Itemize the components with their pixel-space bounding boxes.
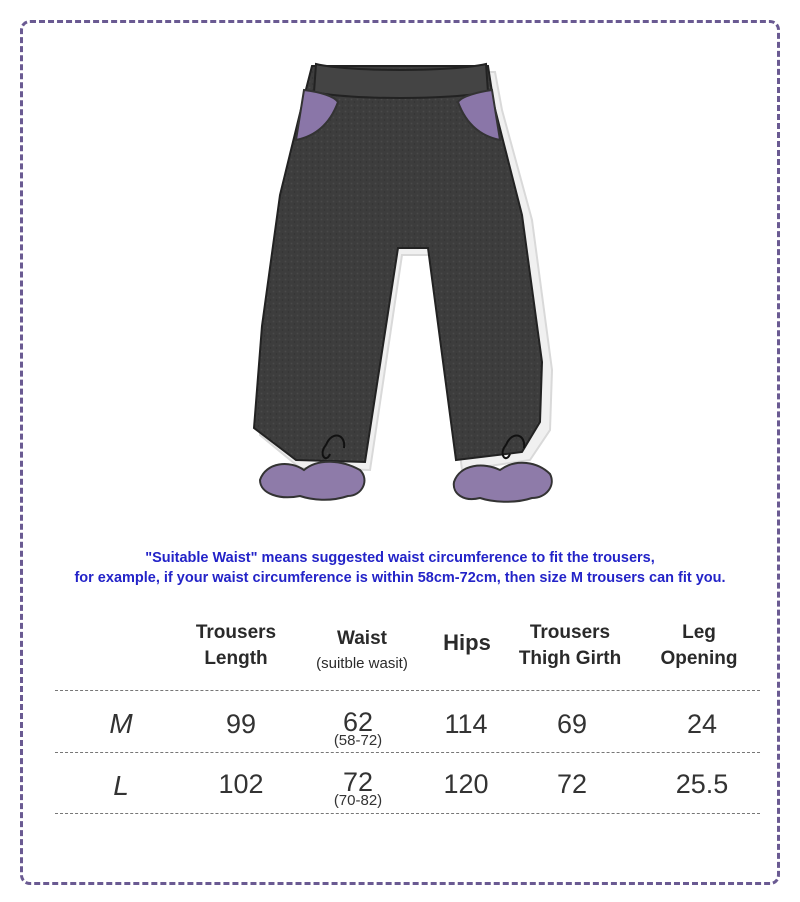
note-line-2: for example, if your waist circumference is within 58cm-72cm, then size M trousers can fit you. (74, 570, 726, 586)
header-leg-opening (619, 620, 779, 672)
m-waist-range: (58-72) (333, 732, 383, 749)
table-divider (55, 690, 760, 691)
table-divider (55, 752, 760, 753)
header-thigh-line1: Trousers (529, 622, 611, 643)
header-length-line1: Trousers (195, 622, 277, 643)
header-leg-line2: Opening (660, 648, 738, 669)
size-label-m: M (109, 708, 133, 739)
l-thigh: 72 (556, 769, 588, 799)
header-leg-line1: Leg (682, 622, 716, 643)
l-length: 102 (218, 769, 264, 799)
m-thigh: 69 (556, 709, 588, 739)
m-hips: 114 (444, 709, 488, 739)
size-label-l: L (113, 770, 129, 801)
header-waist-line1: Waist (337, 628, 387, 649)
header-thigh-line2: Thigh Girth (518, 648, 622, 669)
table-divider (55, 813, 760, 814)
l-waist: 72 (342, 767, 374, 797)
header-hips-line1: Hips (443, 630, 491, 655)
header-waist-sub: (suitble wasit) (316, 655, 408, 672)
l-hips: 120 (443, 769, 489, 799)
m-length: 99 (225, 709, 257, 739)
note-line-1: "Suitable Waist" means suggested waist circumference to fit the trousers, (145, 550, 655, 566)
suitable-waist-note (40, 548, 760, 588)
trousers-illustration (230, 50, 570, 530)
l-waist-range: (70-82) (333, 792, 383, 809)
l-leg: 25.5 (675, 769, 729, 799)
m-waist: 62 (342, 707, 374, 737)
m-leg: 24 (686, 709, 718, 739)
header-length-line2: Length (204, 648, 268, 669)
